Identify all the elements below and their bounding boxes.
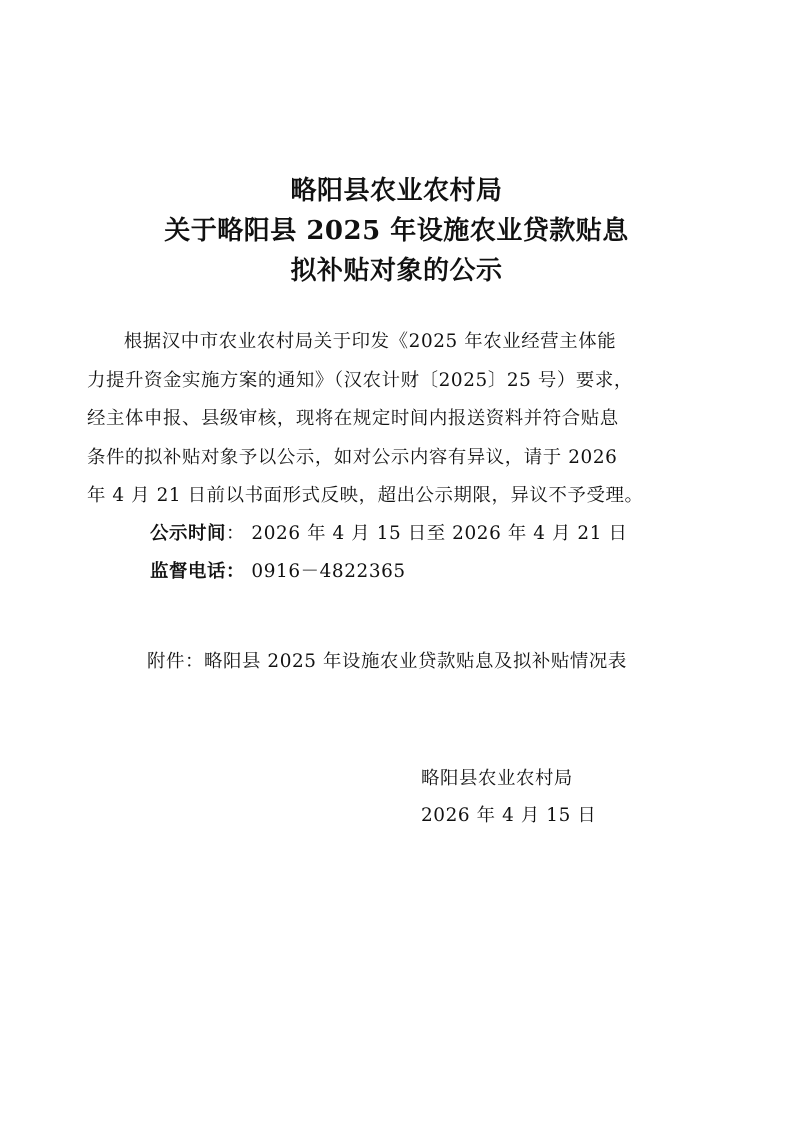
body-line-2: 力提升资金实施方案的通知》（汉农计财〔2025〕25 号）要求， — [87, 369, 633, 391]
document-title-line-3: 拟补贴对象的公示 — [290, 256, 503, 286]
document-title-line-1: 略阳县农业农村局 — [290, 176, 503, 206]
body-line-3: 经主体申报、县级审核，现将在规定时间内报送资料并符合贴息 — [87, 408, 619, 429]
supervision-phone-row — [150, 553, 406, 592]
publicity-time-value: 2026 年 4 月 15 日至 2026 年 4 月 21 日 — [251, 523, 628, 544]
body-line-4: 条件的拟补贴对象予以公示，如对公示内容有异议，请于 2026 — [87, 446, 618, 468]
publicity-time-row — [150, 515, 627, 554]
signature-organization: 略阳县农业农村局 — [421, 768, 573, 789]
body-line-1: 根据汉中市农业农村局关于印发《2025 年农业经营主体能 — [123, 331, 617, 352]
publicity-time-colon: ： — [225, 523, 245, 544]
body-line-5: 年 4 月 21 日前以书面形式反映，超出公示期限，异议不予受理。 — [87, 485, 644, 506]
document-title-line-2: 关于略阳县 2025 年设施农业贷款贴息 — [164, 216, 629, 246]
notice-body-paragraph — [87, 323, 727, 516]
attachment-note: 附件：略阳县 2025 年设施农业贷款贴息及拟补贴情况表 — [147, 651, 627, 672]
signature-date: 2026 年 4 月 15 日 — [421, 805, 597, 826]
publicity-time-label: 公示时间 — [150, 523, 226, 544]
supervision-phone-value: 0916－4822365 — [251, 561, 406, 582]
supervision-phone-label: 监督电话： — [150, 561, 245, 582]
